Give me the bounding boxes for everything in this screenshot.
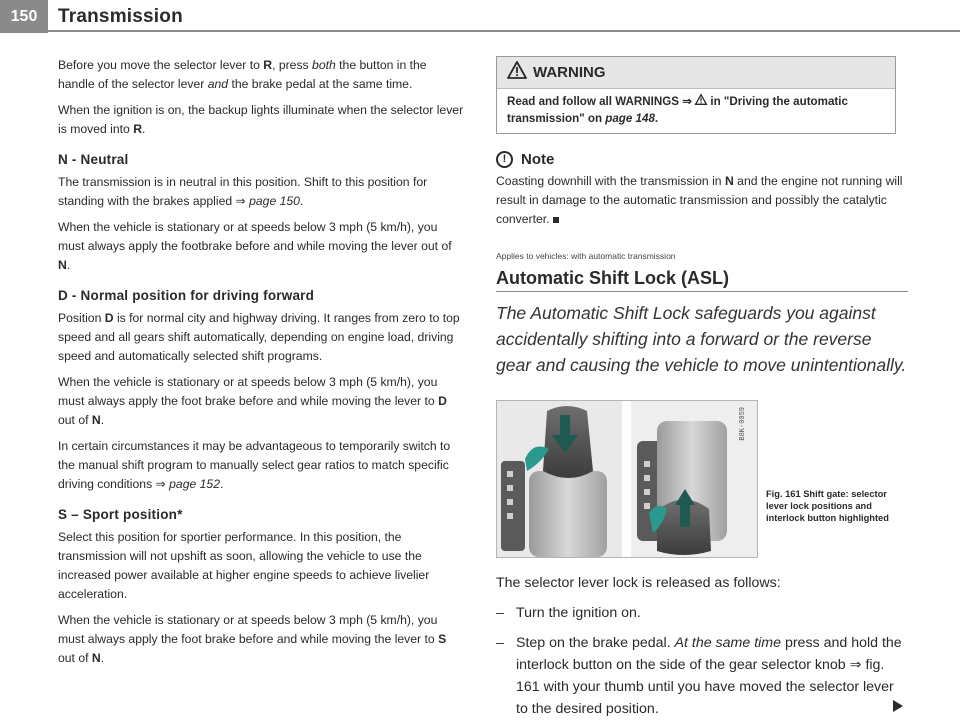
warning-title: WARNING: [533, 64, 606, 81]
exclamation-circle-icon: !: [496, 151, 513, 168]
emphasis: and: [207, 77, 229, 91]
right-column: [496, 56, 908, 720]
step-2-text: [516, 632, 908, 720]
gear-r: R: [263, 58, 273, 72]
text: press and hold the interlock button on the side of the gear selector knob ⇒ fig. 161 with your thumb until you have moved the selector lever to the desired position.: [516, 635, 902, 717]
text: Step on the brake pedal.: [516, 635, 675, 651]
paragraph-manual-program: [58, 437, 464, 494]
list-item: [496, 602, 908, 624]
continue-arrow-icon: [892, 698, 904, 720]
gear-n: N: [91, 413, 101, 427]
text: .: [100, 651, 105, 665]
applies-to: Applies to vehicles: with automatic transmission: [496, 251, 676, 261]
text: out of: [58, 651, 92, 665]
step-1-text: Turn the ignition on.: [516, 605, 641, 621]
note-text: [496, 172, 908, 229]
paragraph-neutral-brake: [58, 218, 464, 275]
heading-drive: D - Normal position for driving forward: [58, 288, 315, 303]
section-intro: The Automatic Shift Lock safeguards you against accidentally shifting into a forward or the reverse gear and causing the vehicle to move unintentionally.: [496, 303, 907, 375]
note-title: Note: [521, 151, 555, 168]
text: .: [100, 413, 105, 427]
dash-bullet: –: [496, 635, 504, 651]
warning-triangle-icon: [507, 61, 527, 84]
page-link[interactable]: page 150: [249, 194, 300, 208]
release-instructions: [496, 572, 908, 720]
text: .: [654, 112, 659, 125]
text: In certain circumstances it may be advantageous to temporarily switch to the manual shift program to manually select gear ratios to match specific driving conditions ⇒: [58, 439, 451, 491]
emphasis: At the same time: [674, 635, 781, 651]
figure-code: B8K-0059: [739, 407, 747, 441]
text: .: [142, 122, 146, 136]
gear-s: S: [438, 632, 447, 646]
paragraph-drive: [58, 309, 464, 366]
end-of-section-icon: [553, 217, 559, 223]
paragraph-sport: Select this position for sportier performance. In this position, the transmission will not upshift as soon, allowing the vehicle to use the increased power available at higher engine speeds to achieve livelier acceleration.: [58, 530, 430, 601]
gear-d: D: [104, 311, 114, 325]
figure-161: [496, 400, 908, 558]
header-divider: [48, 30, 960, 32]
section-title: Automatic Shift Lock (ASL): [496, 269, 908, 292]
heading-neutral: N - Neutral: [58, 152, 129, 167]
warning-triangle-icon: [695, 95, 707, 108]
text: the button in the handle of the selector lever: [58, 58, 427, 91]
text: When the vehicle is stationary or at speeds below 3 mph (5 km/h), you must always apply the foot brake before and while moving the lever to: [58, 375, 439, 408]
dash-bullet: –: [496, 605, 504, 621]
text: and the engine not running will result in damage to the automatic transmission and possibly the catalytic converter.: [496, 174, 903, 226]
page-number: 150: [10, 8, 38, 25]
text: When the vehicle is stationary or at speeds below 3 mph (5 km/h), you must always apply the footbrake before and while moving the lever out of: [58, 220, 452, 253]
page-link[interactable]: page 148: [605, 112, 655, 125]
shift-gate-illustration: [496, 400, 758, 558]
gear-n: N: [91, 651, 101, 665]
note-header: [496, 150, 908, 169]
emphasis: both: [312, 58, 336, 72]
gear-d: D: [438, 394, 447, 408]
text: Position: [58, 311, 105, 325]
text: is for normal city and highway driving. It ranges from zero to top speed and all gears shift automatically, depending on engine load, driving speed and automatically selected shift programs.: [58, 311, 460, 363]
paragraph-drive-brake: [58, 373, 464, 430]
warning-box: [496, 56, 896, 134]
paragraph-backup-lights: [58, 101, 464, 139]
left-column: [58, 56, 464, 675]
gear-r: R: [133, 122, 143, 136]
page-title: Transmission: [58, 6, 183, 27]
figure-caption: Fig. 161 Shift gate: selector lever lock positions and interlock button highlighted: [766, 489, 889, 523]
text: .: [220, 477, 224, 491]
gear-n: N: [58, 258, 67, 272]
text: The transmission is in neutral in this position. Shift to this position for standing with the brakes applied ⇒: [58, 175, 428, 208]
release-intro: The selector lever lock is released as follows:: [496, 575, 781, 591]
text: Before you move the selector lever to: [58, 58, 264, 72]
gear-n: N: [724, 174, 734, 188]
warning-header: [497, 57, 895, 88]
text: When the vehicle is stationary or at speeds below 3 mph (5 km/h), you must always apply the foot brake before and while moving the lever to: [58, 613, 439, 646]
paragraph-neutral: [58, 173, 464, 211]
text: Read and follow all WARNINGS ⇒: [507, 95, 696, 108]
heading-sport: S – Sport position*: [58, 507, 183, 522]
text: in "Driving the automatic transmission" on: [507, 95, 848, 125]
text: When the ignition is on, the backup lights illuminate when the selector lever is moved into: [58, 103, 464, 136]
text: the brake pedal at the same time.: [228, 77, 413, 91]
text: Coasting downhill with the transmission in: [496, 174, 725, 188]
paragraph-reverse: [58, 56, 464, 94]
paragraph-sport-brake: [58, 611, 464, 668]
page-link[interactable]: page 152: [169, 477, 220, 491]
list-item: [496, 632, 908, 720]
text: .: [66, 258, 71, 272]
text: , press: [272, 58, 313, 72]
warning-text: [497, 88, 895, 133]
text: .: [299, 194, 304, 208]
text: out of: [58, 413, 92, 427]
